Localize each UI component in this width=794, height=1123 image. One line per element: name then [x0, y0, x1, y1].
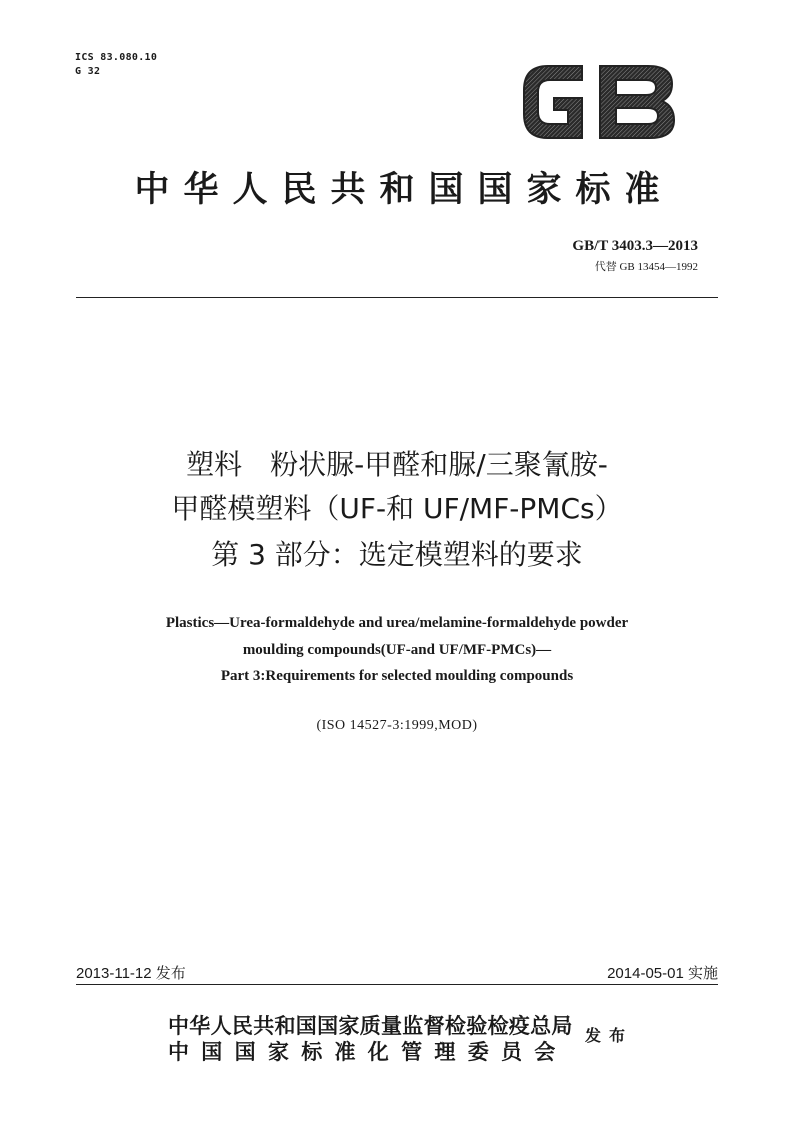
logo-letter-b: [600, 66, 674, 138]
title-cn-line-2: 甲醛模塑料（UF-和 UF/MF-PMCs）: [171, 492, 623, 525]
title-en-line-2: moulding compounds(UF-and UF/MF-PMCs)—: [242, 642, 552, 658]
country-standard-title: 中华人民共和国国家标准: [134, 170, 674, 210]
standard-number: GB/T 3403.3—2013: [572, 238, 698, 254]
header-divider: [76, 297, 718, 298]
gb-logo: [520, 62, 678, 142]
issuer-aqsiq: 中华人民共和国国家质量监督检验检疫总局: [168, 1014, 573, 1038]
footer-divider: [76, 984, 718, 985]
title-cn-line-3: 第 3 部分：选定模塑料的要求: [211, 538, 583, 571]
issue-date: 2013-11-12 发布: [76, 965, 186, 982]
ics-code: ICS 83.080.10: [75, 52, 158, 63]
classification-codes: [75, 51, 157, 79]
title-en-line-1: Plastics—Urea-formaldehyde and urea/melamine-formaldehyde powder: [165, 615, 629, 631]
replaces-standard: 代替 GB 13454—1992: [594, 261, 698, 273]
issuer-sac: 中国国家标准化管理委员会: [168, 1040, 568, 1064]
iso-reference: (ISO 14527-3:1999,MOD): [316, 718, 478, 733]
title-en-line-3: Part 3:Requirements for selected moulding compounds: [220, 668, 574, 684]
effective-date: 2014-05-01 实施: [607, 965, 718, 982]
logo-letter-g: [524, 66, 582, 138]
publish-label: 发布: [585, 1026, 634, 1045]
ccs-code: G 32: [75, 66, 101, 77]
title-cn-line-1: 塑料 粉状脲-甲醛和脲/三聚氰胺-: [186, 448, 608, 481]
